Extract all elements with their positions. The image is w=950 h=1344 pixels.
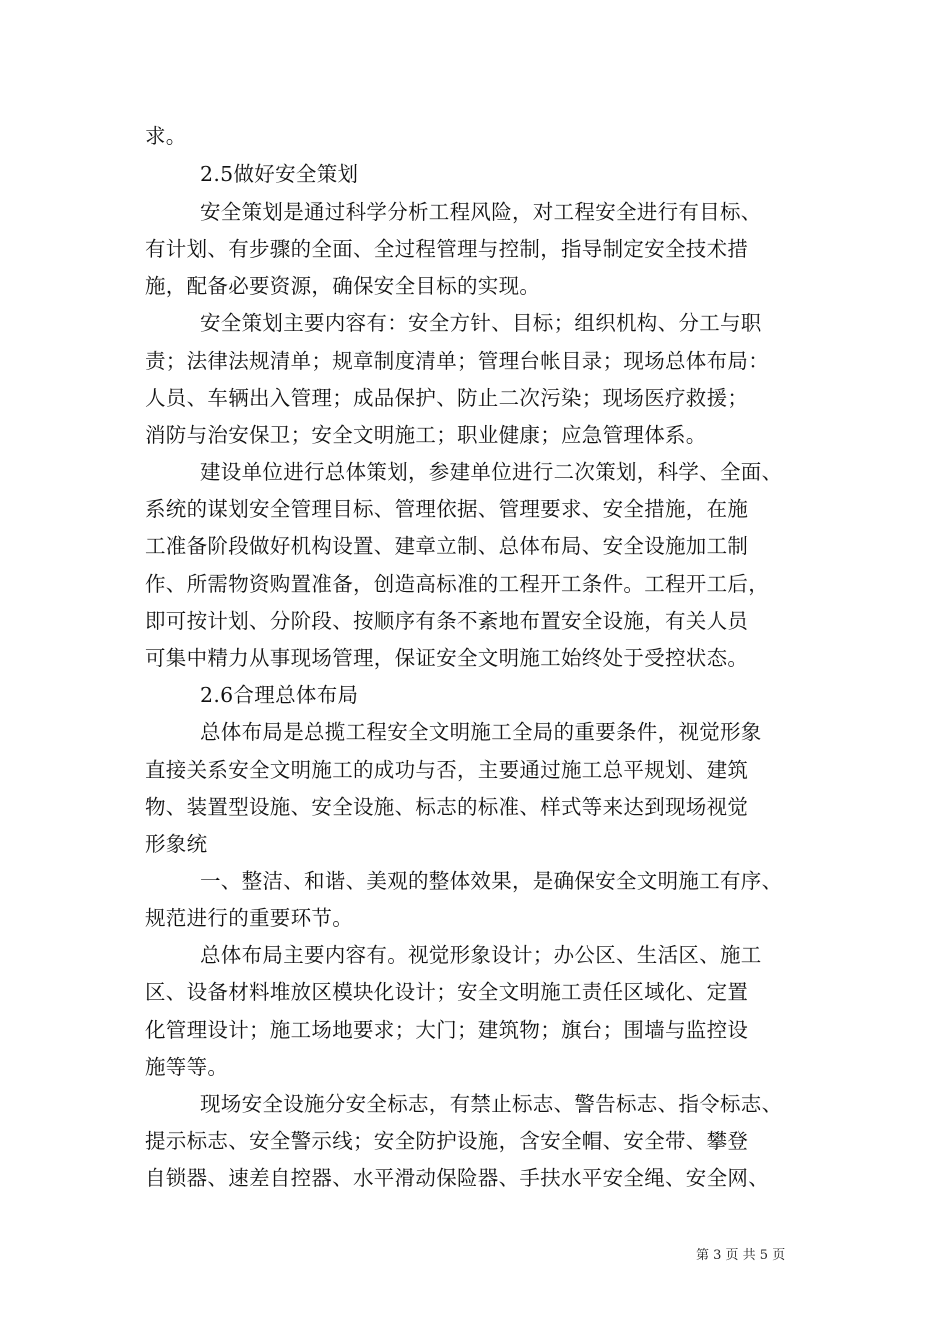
text-line: 可集中精力从事现场管理，保证安全文明施工始终处于受控状态。 — [145, 646, 749, 670]
text-line: 现场安全设施分安全标志，有禁止标志、警告标志、指令标志、 — [200, 1092, 783, 1116]
text-line: 建设单位进行总体策划，参建单位进行二次策划，科学、全面、 — [200, 460, 783, 484]
text-line: 求。 — [145, 124, 187, 148]
text-line: 规范进行的重要环节。 — [145, 906, 353, 930]
text-line: 人员、车辆出入管理；成品保护、防止二次污染；现场医疗救援； — [145, 386, 749, 410]
text-line: 一、整洁、和谐、美观的整体效果，是确保安全文明施工有序、 — [200, 869, 783, 893]
text-line: 自锁器、速差自控器、水平滑动保险器、手扶水平安全绳、安全网、 — [145, 1166, 769, 1190]
section-heading: 2.5做好安全策划 — [200, 162, 359, 186]
text-line: 有计划、有步骤的全面、全过程管理与控制，指导制定安全技术措 — [145, 237, 749, 261]
text-line: 消防与治安保卫；安全文明施工；职业健康；应急管理体系。 — [145, 423, 707, 447]
text-line: 施等等。 — [145, 1055, 229, 1079]
text-line: 区、设备材料堆放区模块化设计；安全文明施工责任区域化、定置 — [145, 980, 749, 1004]
page-number: 第 3 页 共 5 页 — [696, 1248, 786, 1263]
text-line: 作、所需物资购置准备，创造高标准的工程开工条件。工程开工后， — [145, 572, 769, 596]
text-line: 直接关系安全文明施工的成功与否，主要通过施工总平规划、建筑 — [145, 758, 749, 782]
text-line: 即可按计划、分阶段、按顺序有条不紊地布置安全设施，有关人员 — [145, 609, 749, 633]
text-line: 施，配备必要资源，确保安全目标的实现。 — [145, 274, 541, 298]
section-heading: 2.6合理总体布局 — [200, 683, 359, 707]
text-line: 系统的谋划安全管理目标、管理依据、管理要求、安全措施，在施 — [145, 497, 749, 521]
text-line: 物、装置型设施、安全设施、标志的标准、样式等来达到现场视觉 — [145, 795, 749, 819]
text-line: 形象统 — [145, 832, 208, 856]
text-line: 总体布局是总揽工程安全文明施工全局的重要条件，视觉形象 — [200, 720, 762, 744]
text-line: 总体布局主要内容有。视觉形象设计；办公区、生活区、施工 — [200, 943, 762, 967]
text-line: 安全策划主要内容有：安全方针、目标；组织机构、分工与职 — [200, 311, 762, 335]
text-line: 工准备阶段做好机构设置、建章立制、总体布局、安全设施加工制 — [145, 534, 749, 558]
text-line: 责；法律法规清单；规章制度清单；管理台帐目录；现场总体布局： — [145, 349, 769, 373]
text-line: 安全策划是通过科学分析工程风险，对工程安全进行有目标、 — [200, 200, 762, 224]
text-line: 化管理设计；施工场地要求；大门；建筑物；旗台；围墙与监控设 — [145, 1018, 749, 1042]
text-line: 提示标志、安全警示线；安全防护设施，含安全帽、安全带、攀登 — [145, 1129, 749, 1153]
